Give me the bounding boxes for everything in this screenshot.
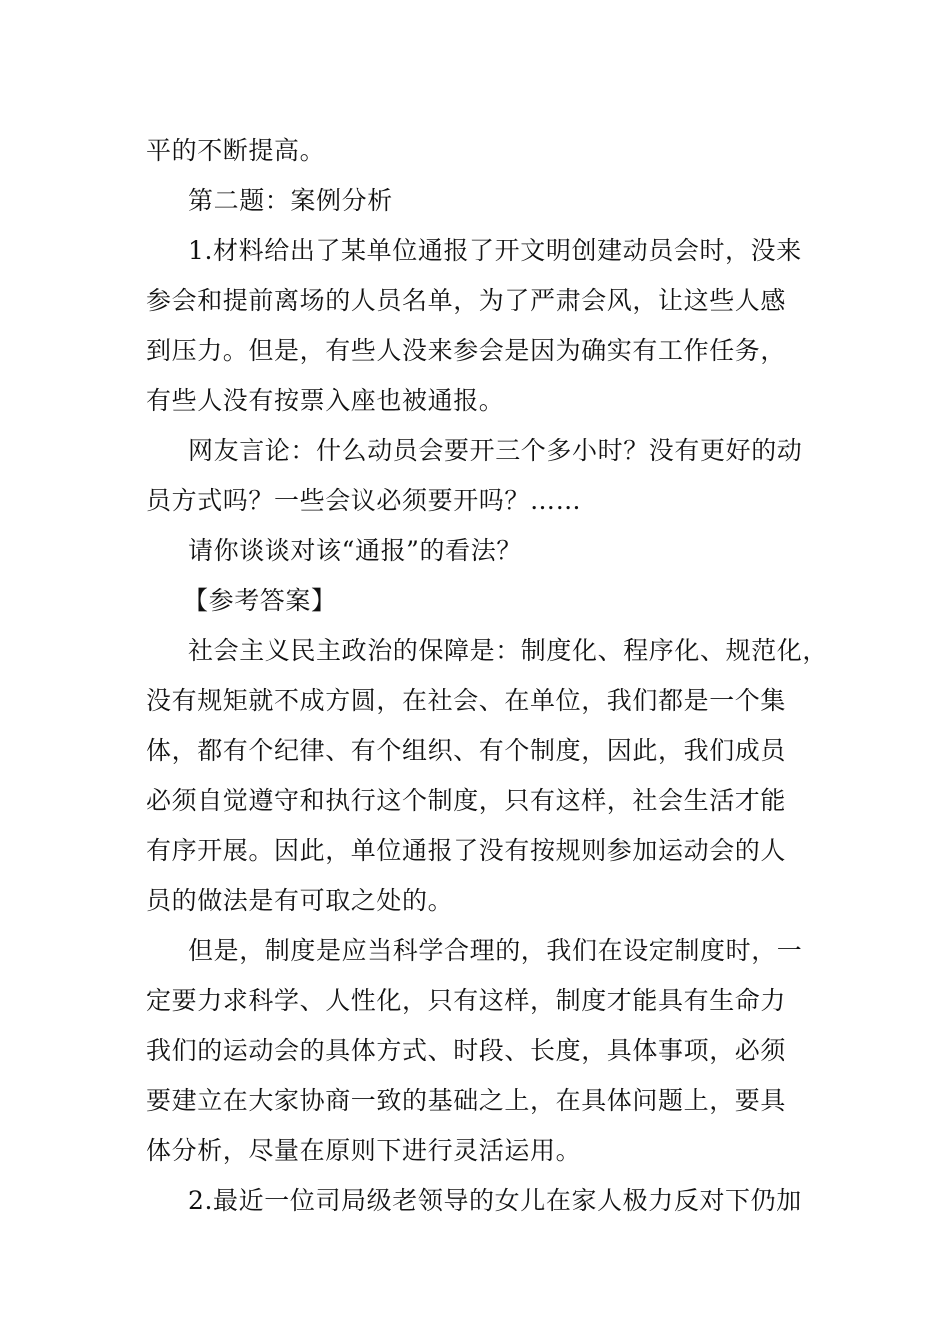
text-line: 平的不断提高。 xyxy=(146,136,326,165)
answer-heading: 【参考答案】 xyxy=(183,586,337,615)
question-line: 1.材料给出了某单位通报了开文明创建动员会时，没来 xyxy=(188,236,802,265)
text-line: 有些人没有按票入座也被通报。 xyxy=(146,386,505,415)
text-line: 要建立在大家协商一致的基础之上，在具体问题上，要具 xyxy=(146,1086,787,1115)
text-line: 员的做法是有可取之处的。 xyxy=(146,886,454,915)
text-line: 社会主义民主政治的保障是：制度化、程序化、规范化， xyxy=(188,636,829,665)
text-line: 我们的运动会的具体方式、时段、长度，具体事项，必须 xyxy=(146,1036,787,1065)
text-line: 但是，制度是应当科学合理的，我们在设定制度时，一 xyxy=(188,936,803,965)
question-line: 2.最近一位司局级老领导的女儿在家人极力反对下仍加 xyxy=(188,1186,802,1215)
text-line: 体分析，尽量在原则下进行灵活运用。 xyxy=(146,1136,582,1165)
text-line: 没有规矩就不成方圆，在社会、在单位，我们都是一个集 xyxy=(146,686,787,715)
section-heading: 第二题：案例分析 xyxy=(188,186,393,215)
text-line: 员方式吗？一些会议必须要开吗？…… xyxy=(146,486,582,515)
text-line: 参会和提前离场的人员名单，为了严肃会风，让这些人感 xyxy=(146,286,787,315)
text-line: 必须自觉遵守和执行这个制度，只有这样，社会生活才能 xyxy=(146,786,787,815)
text-line: 网友言论：什么动员会要开三个多小时？没有更好的动 xyxy=(188,436,803,465)
question-prompt: 请你谈谈对该“通报”的看法？ xyxy=(188,536,522,565)
text-line: 到压力。但是，有些人没来参会是因为确实有工作任务， xyxy=(146,336,787,365)
text-line: 体，都有个纪律、有个组织、有个制度，因此，我们成员 xyxy=(146,736,787,765)
text-line: 定要力求科学、人性化，只有这样，制度才能具有生命力 xyxy=(146,986,787,1015)
text-line: 有序开展。因此，单位通报了没有按规则参加运动会的人 xyxy=(146,836,787,865)
